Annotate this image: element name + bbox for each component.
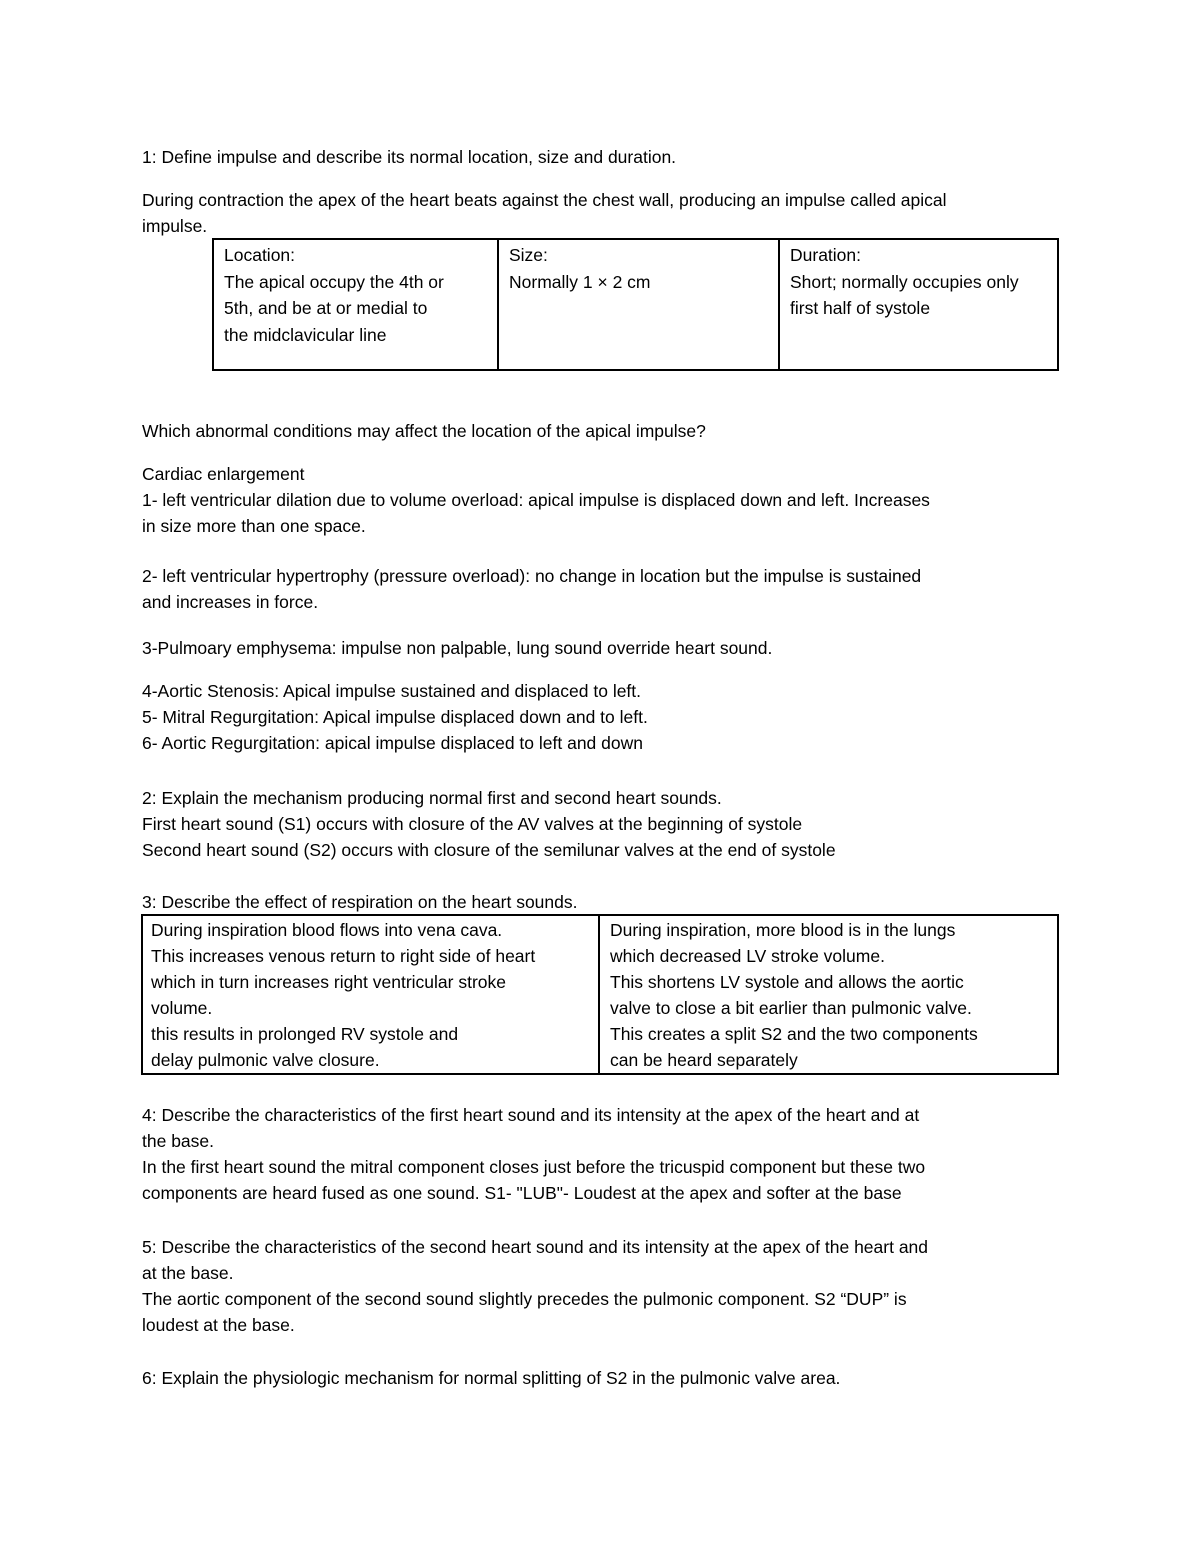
q1-intro-line1: During contraction the apex of the heart beats against the chest wall, producing an impulse called apical	[142, 190, 947, 210]
size-head: Size:	[509, 245, 548, 265]
right-line: During inspiration, more blood is in the lungs	[610, 920, 956, 940]
q2-block	[142, 785, 1062, 863]
q3-respiration-table	[141, 914, 1059, 1075]
duration-line: Short; normally occupies only	[790, 271, 1019, 292]
location-line: 5th, and be at or medial to	[224, 298, 428, 318]
duration-line: first half of systole	[790, 298, 931, 318]
list-item-cont: in size more than one space.	[142, 516, 366, 536]
q4-answer-line1: In the first heart sound the mitral component closes just before the tricuspid component but these two	[142, 1157, 926, 1177]
table-row	[213, 239, 1058, 370]
size-line: Normally 1 × 2 cm	[509, 271, 651, 292]
list-item: 3-Pulmoary emphysema: impulse non palpable, lung sound override heart sound.	[142, 638, 773, 658]
list-item: 4-Aortic Stenosis: Apical impulse sustained and displaced to left.	[142, 681, 642, 701]
item-3	[142, 635, 1062, 661]
list-item: 5- Mitral Regurgitation: Apical impulse displaced down and to left.	[142, 707, 648, 727]
location-line: the midclavicular line	[224, 324, 387, 345]
q1-impulse-table	[212, 238, 1059, 371]
right-line: can be heard separately	[610, 1050, 798, 1070]
cardiac-enlargement-list	[142, 461, 1062, 539]
q2-line1: First heart sound (S1) occurs with closure of the AV valves at the beginning of systole	[142, 814, 803, 834]
items-4-6	[142, 678, 1062, 756]
q4-block	[142, 1102, 1062, 1206]
q5-block	[142, 1234, 1062, 1338]
right-line: which decreased LV stroke volume.	[610, 946, 885, 966]
duration-head: Duration:	[790, 245, 862, 265]
abnormal-question	[142, 418, 1062, 444]
left-line: this results in prolonged RV systole and	[151, 1024, 459, 1044]
q4-title-line1: 4: Describe the characteristics of the first heart sound and its intensity at the apex of the heart and at	[142, 1105, 920, 1125]
q6-block	[142, 1365, 1062, 1391]
q2-line2: Second heart sound (S2) occurs with closure of the semilunar valves at the end of systole	[142, 840, 836, 860]
q1-intro	[142, 187, 1062, 239]
left-line: which in turn increases right ventricular stroke	[151, 972, 507, 992]
left-line: During inspiration blood flows into vena cava.	[151, 920, 503, 940]
size-cell	[498, 239, 779, 370]
list-item-cont: and increases in force.	[142, 592, 319, 612]
q5-title-line2: at the base.	[142, 1263, 234, 1283]
abnormal-question-text: Which abnormal conditions may affect the location of the apical impulse?	[142, 421, 706, 441]
list-item: 1- left ventricular dilation due to volume overload: apical impulse is displaced down and left. Increases	[142, 490, 930, 510]
right-line: valve to close a bit earlier than pulmonic valve.	[610, 998, 972, 1018]
list-item: 2- left ventricular hypertrophy (pressure overload): no change in location but the impulse is sustained	[142, 566, 922, 586]
q1-intro-line2: impulse.	[142, 216, 208, 236]
table-row	[142, 915, 1058, 1074]
left-cell	[142, 915, 599, 1074]
location-head: Location:	[224, 245, 296, 265]
q3-title-text: 3: Describe the effect of respiration on the heart sounds.	[142, 892, 578, 912]
q5-answer-line1: The aortic component of the second sound slightly precedes the pulmonic component. S2 “DUP” is	[142, 1289, 907, 1309]
item-2	[142, 563, 1062, 615]
q1-title-text: 1: Define impulse and describe its normal location, size and duration.	[142, 147, 677, 167]
location-cell	[213, 239, 498, 370]
q3-title	[142, 889, 1062, 915]
left-line: This increases venous return to right side of heart	[151, 946, 536, 966]
left-line: volume.	[151, 998, 213, 1018]
location-line: The apical occupy the 4th or	[224, 271, 444, 292]
duration-cell	[779, 239, 1058, 370]
right-line: This shortens LV systole and allows the aortic	[610, 972, 964, 992]
q5-answer-line2: loudest at the base.	[142, 1315, 295, 1335]
q4-answer-line2: components are heard fused as one sound. S1- "LUB"- Loudest at the apex and softer at the base	[142, 1183, 902, 1203]
q4-title-line2: the base.	[142, 1131, 214, 1151]
q5-title-line1: 5: Describe the characteristics of the second heart sound and its intensity at the apex of the heart and	[142, 1237, 929, 1257]
left-line: delay pulmonic valve closure.	[151, 1050, 380, 1070]
q2-title: 2: Explain the mechanism producing normal first and second heart sounds.	[142, 788, 722, 808]
right-line: This creates a split S2 and the two components	[610, 1024, 978, 1044]
list-item: 6- Aortic Regurgitation: apical impulse displaced to left and down	[142, 733, 643, 753]
q6-title: 6: Explain the physiologic mechanism for normal splitting of S2 in the pulmonic valve area.	[142, 1368, 841, 1388]
right-cell	[599, 915, 1058, 1074]
q1-title	[142, 144, 1062, 170]
cardiac-enlargement-heading: Cardiac enlargement	[142, 464, 305, 484]
